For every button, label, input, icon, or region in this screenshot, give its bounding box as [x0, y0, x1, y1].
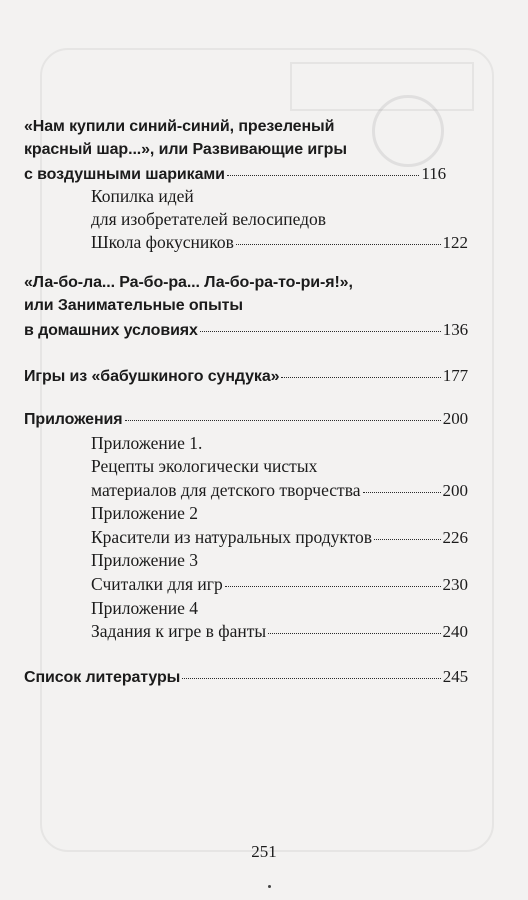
toc-entry-8-line-1 — [91, 550, 198, 571]
dot-leader — [363, 492, 441, 493]
toc-entry-4[interactable] — [24, 366, 468, 386]
toc-page-number: 116 — [421, 164, 446, 183]
toc-entry-2-line-3[interactable] — [91, 232, 468, 253]
toc-entry-3-line-3[interactable] — [24, 320, 468, 340]
toc-page-number: 200 — [442, 481, 468, 500]
toc-entry-6-line-2 — [91, 456, 317, 477]
toc-page-number: 200 — [442, 409, 468, 428]
toc-entry-7-line-2[interactable] — [91, 527, 468, 548]
toc-entry-3-line-1 — [24, 274, 353, 292]
toc-entry-text: Список литературы — [24, 669, 181, 686]
toc-entry-text: в домашних условиях — [24, 322, 198, 339]
toc-entry-text: Считалки для игр — [91, 574, 223, 594]
dot-leader — [182, 678, 441, 679]
toc-page-number: 177 — [442, 366, 468, 385]
toc-page-number: 240 — [442, 622, 468, 641]
toc-entry-text: Рецепты экологически чистых — [91, 456, 318, 476]
toc-entry-2-line-1 — [91, 186, 194, 207]
toc-entry-text: для изобретателей велосипедов — [91, 209, 327, 229]
toc-entry-7-line-1 — [91, 503, 198, 524]
toc-page-number: 230 — [442, 575, 468, 594]
dot-leader — [281, 377, 440, 378]
toc-entry-text: Школа фокусников — [91, 232, 234, 252]
toc-entry-text: Приложение 3 — [91, 550, 199, 570]
dot-leader — [236, 244, 441, 245]
toc-entry-text: «Нам купили синий-синий, презеленый — [24, 118, 335, 135]
toc-entry-6-line-3[interactable] — [91, 480, 468, 501]
dot-leader — [374, 539, 440, 540]
toc-page-number: 226 — [442, 528, 468, 547]
toc-entry-text: с воздушными шариками — [24, 166, 225, 183]
toc-entry-text: красный шар...», или Развивающие игры — [24, 141, 347, 158]
toc-entry-text: материалов для детского творчества — [91, 480, 361, 500]
toc-entry-text: «Ла-бо-ла... Ра-бо-ра... Ла-бо-ра-то-ри-я!», — [24, 274, 353, 291]
toc-entry-9-line-1 — [91, 598, 198, 619]
toc-entry-10[interactable] — [24, 667, 468, 687]
dot-leader — [227, 175, 420, 176]
dot-leader — [268, 633, 440, 634]
toc-entry-text: Красители из натуральных продуктов — [91, 527, 373, 547]
toc-entry-6-line-1 — [91, 433, 202, 454]
toc-entry-9-line-2[interactable] — [91, 621, 468, 642]
toc-page-number: 136 — [442, 320, 468, 339]
page-number: 251 — [251, 842, 277, 861]
toc-entry-text: Задания к игре в фанты — [91, 621, 267, 641]
toc-entry-5[interactable] — [24, 409, 468, 429]
toc-entry-text: Игры из «бабушкиного сундука» — [24, 368, 280, 385]
toc-entry-8-line-2[interactable] — [91, 574, 468, 595]
toc-page-number: 122 — [442, 233, 468, 252]
toc-entry-text: Приложение 2 — [91, 503, 199, 523]
toc-page-number: 245 — [442, 667, 468, 686]
dot-leader — [225, 586, 441, 587]
toc-entry-1-line-3[interactable] — [24, 164, 446, 184]
toc-entry-text: Приложение 1. — [91, 433, 203, 453]
print-mark — [268, 885, 271, 888]
toc-entry-1-line-1 — [24, 118, 334, 136]
toc-entry-text: Приложения — [24, 411, 123, 428]
dot-leader — [125, 420, 441, 421]
toc-entry-text: или Занимательные опыты — [24, 297, 243, 314]
toc-entry-text: Приложение 4 — [91, 598, 199, 618]
toc-entry-1-line-2 — [24, 141, 347, 159]
toc-entry-3-line-2 — [24, 297, 243, 315]
toc-entry-text: Копилка идей — [91, 186, 194, 206]
dot-leader — [200, 331, 441, 332]
toc-entry-2-line-2 — [91, 209, 326, 230]
